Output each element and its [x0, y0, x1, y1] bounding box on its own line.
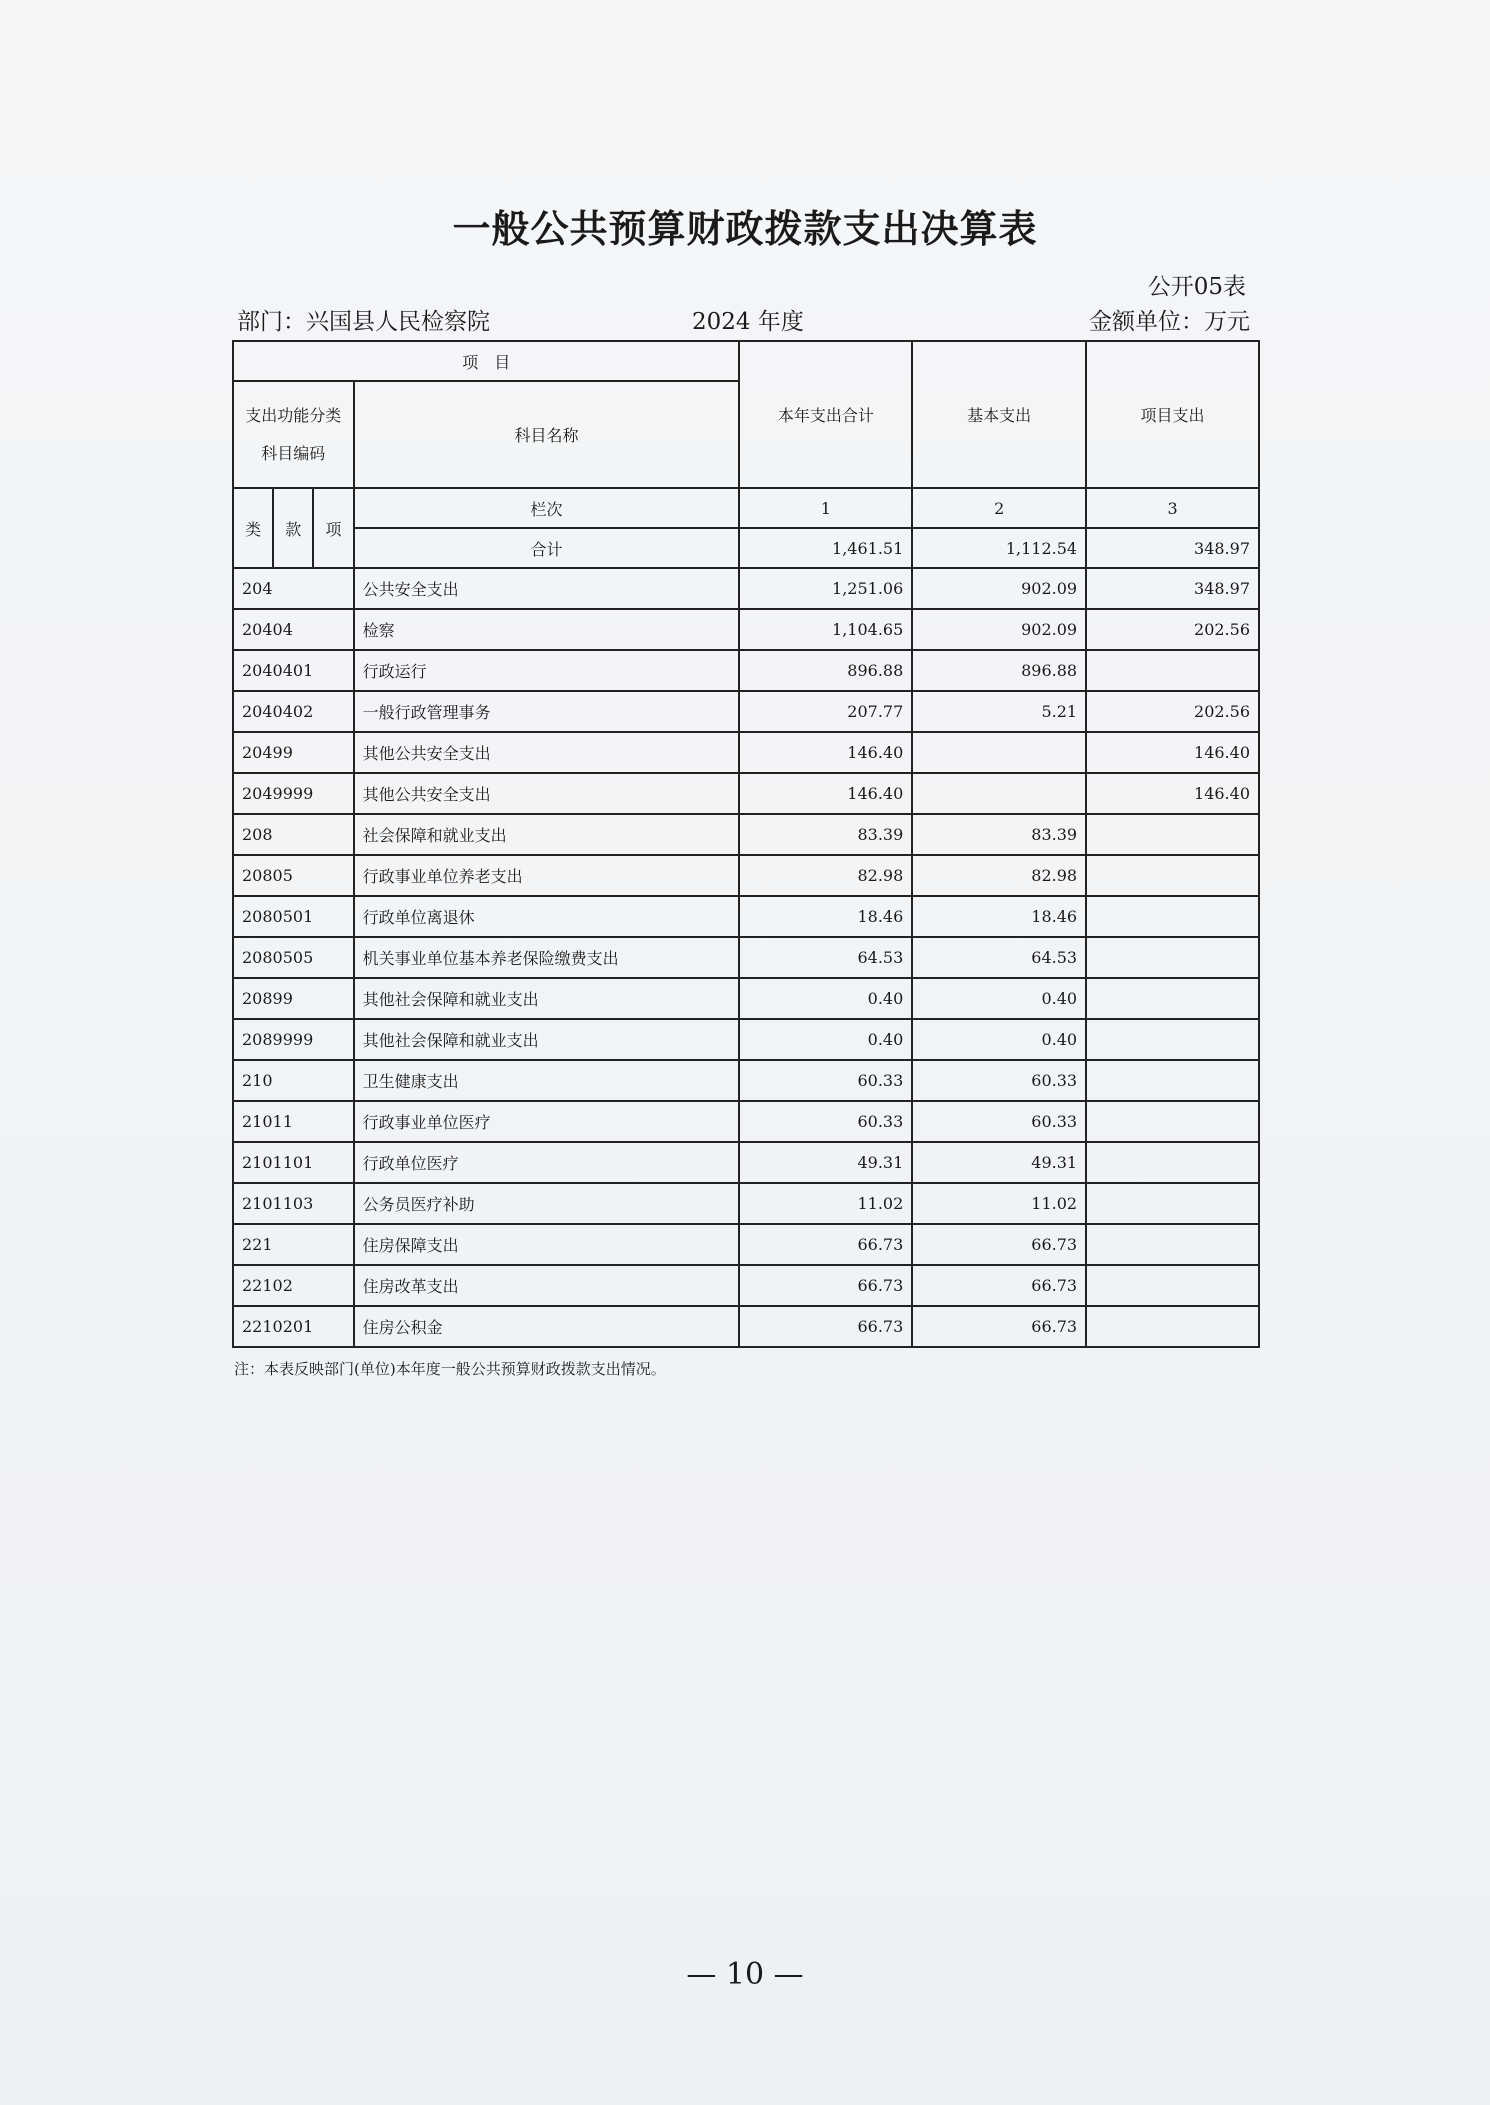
table-row	[233, 896, 1259, 937]
code-header	[233, 381, 354, 488]
row-name: 卫生健康支出	[354, 1060, 740, 1101]
table-row	[233, 773, 1259, 814]
row-total: 66.73	[739, 1265, 912, 1306]
row-project	[1086, 1265, 1259, 1306]
total-row	[233, 528, 1259, 568]
row-name: 住房保障支出	[354, 1224, 740, 1265]
table-row	[233, 937, 1259, 978]
total-sum: 1,461.51	[739, 528, 912, 568]
table-row	[233, 1142, 1259, 1183]
row-basic: 64.53	[912, 937, 1086, 978]
row-name: 行政运行	[354, 650, 740, 691]
row-name: 行政事业单位养老支出	[354, 855, 740, 896]
row-code: 2080505	[233, 937, 354, 978]
row-project: 348.97	[1086, 568, 1259, 609]
row-basic: 18.46	[912, 896, 1086, 937]
row-total: 207.77	[739, 691, 912, 732]
table-row	[233, 1224, 1259, 1265]
row-basic: 60.33	[912, 1060, 1086, 1101]
budget-table	[232, 340, 1260, 1348]
row-project	[1086, 978, 1259, 1019]
row-code: 2040402	[233, 691, 354, 732]
lanci-header: 栏次	[354, 488, 740, 528]
kuan-header: 款	[273, 488, 313, 568]
row-total: 11.02	[739, 1183, 912, 1224]
row-project	[1086, 896, 1259, 937]
row-name: 检察	[354, 609, 740, 650]
row-total: 146.40	[739, 732, 912, 773]
unit-label: 金额单位：万元	[1089, 309, 1250, 335]
row-name: 其他社会保障和就业支出	[354, 978, 740, 1019]
row-code: 20899	[233, 978, 354, 1019]
row-name: 一般行政管理事务	[354, 691, 740, 732]
row-code: 204	[233, 568, 354, 609]
table-row	[233, 1306, 1259, 1347]
col-project-header: 项目支出	[1086, 341, 1259, 488]
row-basic: 902.09	[912, 609, 1086, 650]
row-name: 机关事业单位基本养老保险缴费支出	[354, 937, 740, 978]
row-project	[1086, 1101, 1259, 1142]
meta-row	[232, 303, 1250, 335]
row-total: 64.53	[739, 937, 912, 978]
name-header: 科目名称	[354, 381, 740, 488]
row-basic: 83.39	[912, 814, 1086, 855]
row-total: 83.39	[739, 814, 912, 855]
form-number: 公开05表	[1147, 274, 1246, 300]
row-total: 82.98	[739, 855, 912, 896]
row-basic	[912, 732, 1086, 773]
row-total: 60.33	[739, 1101, 912, 1142]
table-row	[233, 1019, 1259, 1060]
row-total: 66.73	[739, 1224, 912, 1265]
row-total: 896.88	[739, 650, 912, 691]
row-basic: 60.33	[912, 1101, 1086, 1142]
row-code: 2049999	[233, 773, 354, 814]
row-project	[1086, 855, 1259, 896]
project-header: 项 目	[233, 341, 739, 381]
row-project	[1086, 1060, 1259, 1101]
table-row	[233, 732, 1259, 773]
row-code: 21011	[233, 1101, 354, 1142]
row-basic: 5.21	[912, 691, 1086, 732]
row-basic	[912, 773, 1086, 814]
row-code: 20805	[233, 855, 354, 896]
department-label: 部门：兴国县人民检察院	[237, 309, 490, 335]
row-code: 210	[233, 1060, 354, 1101]
table-row	[233, 1183, 1259, 1224]
row-name: 行政事业单位医疗	[354, 1101, 740, 1142]
year-label: 2024 年度	[692, 309, 804, 335]
col-total-header: 本年支出合计	[739, 341, 912, 488]
total-label: 合计	[354, 528, 740, 568]
row-total: 1,251.06	[739, 568, 912, 609]
row-project: 146.40	[1086, 773, 1259, 814]
row-project: 202.56	[1086, 691, 1259, 732]
row-code: 20404	[233, 609, 354, 650]
page-title: 一般公共预算财政拨款支出决算表	[452, 207, 1038, 251]
table-row	[233, 1060, 1259, 1101]
row-project	[1086, 1019, 1259, 1060]
row-name: 公务员医疗补助	[354, 1183, 740, 1224]
code-header-line1: 支出功能分类	[245, 405, 342, 425]
row-total: 66.73	[739, 1306, 912, 1347]
header-row-index	[233, 488, 1259, 528]
row-basic: 66.73	[912, 1306, 1086, 1347]
table-row	[233, 1265, 1259, 1306]
row-name: 公共安全支出	[354, 568, 740, 609]
row-code: 22102	[233, 1265, 354, 1306]
header-row-project	[233, 341, 1259, 381]
table-row	[233, 814, 1259, 855]
row-basic: 66.73	[912, 1265, 1086, 1306]
row-code: 2101103	[233, 1183, 354, 1224]
row-code: 2210201	[233, 1306, 354, 1347]
total-project: 348.97	[1086, 528, 1259, 568]
row-project	[1086, 1306, 1259, 1347]
row-total: 18.46	[739, 896, 912, 937]
lei-header: 类	[233, 488, 273, 568]
row-project: 146.40	[1086, 732, 1259, 773]
code-header-line2: 科目编码	[261, 443, 326, 463]
row-basic: 66.73	[912, 1224, 1086, 1265]
row-basic: 49.31	[912, 1142, 1086, 1183]
row-basic: 0.40	[912, 1019, 1086, 1060]
total-basic: 1,112.54	[912, 528, 1086, 568]
row-project	[1086, 1224, 1259, 1265]
table-row	[233, 1101, 1259, 1142]
table-row	[233, 568, 1259, 609]
row-code: 221	[233, 1224, 354, 1265]
xiang-header: 项	[313, 488, 353, 568]
col-basic-header: 基本支出	[912, 341, 1086, 488]
table-note: 注：本表反映部门(单位)本年度一般公共预算财政拨款支出情况。	[234, 1360, 666, 1378]
table-row	[233, 650, 1259, 691]
index-2: 2	[912, 488, 1086, 528]
row-basic: 896.88	[912, 650, 1086, 691]
row-basic: 0.40	[912, 978, 1086, 1019]
table-row	[233, 609, 1259, 650]
row-basic: 902.09	[912, 568, 1086, 609]
row-total: 60.33	[739, 1060, 912, 1101]
row-code: 2101101	[233, 1142, 354, 1183]
row-code: 208	[233, 814, 354, 855]
row-total: 1,104.65	[739, 609, 912, 650]
row-total: 0.40	[739, 978, 912, 1019]
row-basic: 11.02	[912, 1183, 1086, 1224]
table-row	[233, 978, 1259, 1019]
row-total: 146.40	[739, 773, 912, 814]
row-total: 49.31	[739, 1142, 912, 1183]
row-name: 行政单位离退休	[354, 896, 740, 937]
row-project	[1086, 814, 1259, 855]
index-3: 3	[1086, 488, 1259, 528]
row-project	[1086, 1142, 1259, 1183]
row-basic: 82.98	[912, 855, 1086, 896]
row-name: 其他公共安全支出	[354, 732, 740, 773]
row-name: 住房改革支出	[354, 1265, 740, 1306]
table-row	[233, 691, 1259, 732]
row-name: 行政单位医疗	[354, 1142, 740, 1183]
index-1: 1	[739, 488, 912, 528]
row-total: 0.40	[739, 1019, 912, 1060]
row-code: 2089999	[233, 1019, 354, 1060]
row-code: 2080501	[233, 896, 354, 937]
row-name: 其他社会保障和就业支出	[354, 1019, 740, 1060]
table-row	[233, 855, 1259, 896]
row-project	[1086, 937, 1259, 978]
row-code: 2040401	[233, 650, 354, 691]
row-name: 其他公共安全支出	[354, 773, 740, 814]
page-number: — 10 —	[686, 1957, 804, 1992]
row-project	[1086, 650, 1259, 691]
row-name: 住房公积金	[354, 1306, 740, 1347]
row-project: 202.56	[1086, 609, 1259, 650]
row-code: 20499	[233, 732, 354, 773]
row-name: 社会保障和就业支出	[354, 814, 740, 855]
row-project	[1086, 1183, 1259, 1224]
